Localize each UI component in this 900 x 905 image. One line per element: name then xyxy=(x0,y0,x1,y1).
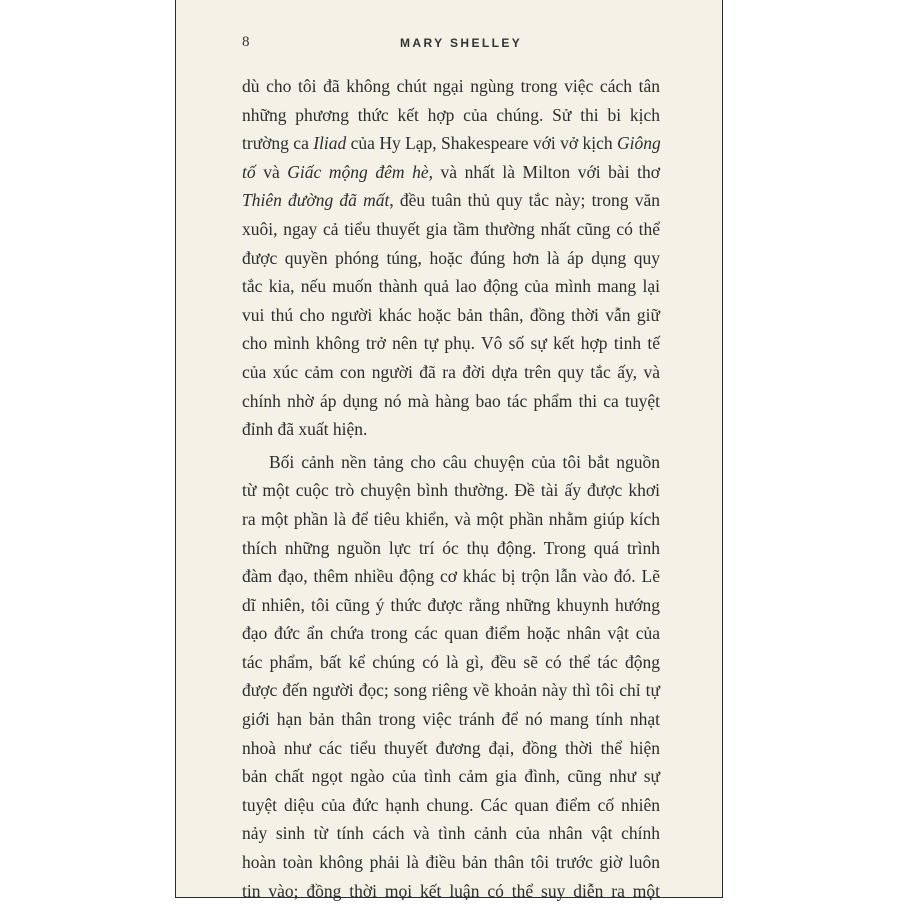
running-head-author: MARY SHELLEY xyxy=(400,36,523,50)
italic-title: Iliad xyxy=(313,133,347,154)
running-head xyxy=(176,34,722,54)
paragraph-2 xyxy=(242,448,660,905)
text-line: những phương thức kết hợp của chúng. Sử thi bi kịch xyxy=(242,104,660,125)
text-line: vui thú cho người khác hoặc bản thân, đồng thời vẫn giữ xyxy=(242,304,660,325)
book-page xyxy=(175,0,723,901)
text-line: dù cho tôi đã không chút ngại ngùng trong việc cách tân xyxy=(242,76,660,96)
text-line: đỉnh đã xuất hiện. xyxy=(242,419,368,440)
text-line: trường ca Iliad của Hy Lạp, Shakespeare với vở kịch Giông xyxy=(242,133,661,154)
text-line: được đến người đọc; song riêng về khoản này thì tôi chỉ tự xyxy=(242,680,660,701)
text-line: tác phẩm, bất kể chúng có là gì, đều sẽ có thể tác động xyxy=(242,651,660,672)
text-line: xuôi, ngay cả tiểu thuyết gia tầm thường nhất cũng có thể xyxy=(242,218,660,239)
text-line: được quyền phóng túng, hoặc đúng hơn là áp dụng quy xyxy=(242,247,660,268)
text-line: dĩ nhiên, tôi cũng ý thức được rằng những khuynh hướng xyxy=(242,594,660,615)
italic-title: tố xyxy=(242,161,256,182)
text-line: cho mình không trở nên tự phụ. Vô số sự kết hợp tinh tế xyxy=(242,333,660,354)
text-line: từ một cuộc trò chuyện bình thường. Đề tài ấy được khơi xyxy=(242,480,660,501)
italic-title: Thiên đường đã mất xyxy=(242,190,390,211)
italic-title: Giông xyxy=(617,133,661,154)
body-text xyxy=(242,72,660,905)
text-line: giới hạn bản thân trong việc tránh để nó mang tính nhạt xyxy=(242,709,660,730)
text-line: nảy sinh từ tính cách và tình cảnh của nhân vật chính xyxy=(242,823,660,844)
text-line: bản chất ngọt ngào của tình cảm gia đình, cũng như sự xyxy=(242,766,660,787)
text-line: ra một phần là để tiêu khiển, và một phần nhằm giúp kích xyxy=(242,508,660,529)
page-number: 8 xyxy=(242,34,250,50)
text-line: của xúc cảm con người đã ra đời dựa trên quy tắc ấy, và xyxy=(242,361,660,382)
text-line: chính nhờ áp dụng nó mà hàng bao tác phẩm thi ca tuyệt xyxy=(242,390,660,411)
text-line: tố và Giấc mộng đêm hè, và nhất là Milton với bài thơ xyxy=(242,161,660,182)
text-line: hoàn toàn không phải là điều bản thân tôi trước giờ luôn xyxy=(242,852,660,873)
text-line: tắc kia, nếu muốn thành quả lao động của mình mang lại xyxy=(242,276,660,297)
text-line: nhoà như các tiểu thuyết đương đại, đồng thời thể hiện xyxy=(242,737,660,758)
text-line: đạo đức ẩn chứa trong các quan điểm hoặc nhân vật của xyxy=(242,623,660,644)
text-line: Thiên đường đã mất, đều tuân thủ quy tắc này; trong văn xyxy=(242,190,660,211)
italic-title: Giấc mộng đêm hè xyxy=(287,161,429,182)
paragraph-1 xyxy=(242,72,660,444)
text-line: Bối cảnh nền tảng cho câu chuyện của tôi bắt nguồn xyxy=(269,451,660,472)
text-line: tin vào; đồng thời mọi kết luận có thể suy diễn ra một xyxy=(242,880,660,901)
text-line: tuyệt diệu của đức hạnh chung. Các quan điểm cố nhiên xyxy=(242,794,660,815)
text-line: thích những nguồn lực trí óc thụ động. Trong quá trình xyxy=(242,537,660,558)
text-line: đàm đạo, thêm nhiều động cơ khác bị trộn lẫn vào đó. Lẽ xyxy=(242,566,660,587)
